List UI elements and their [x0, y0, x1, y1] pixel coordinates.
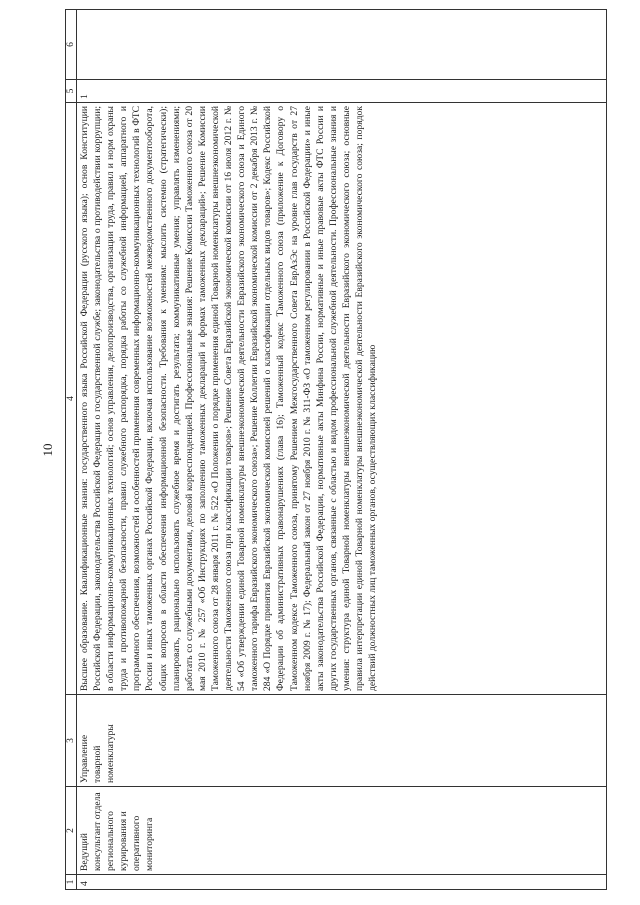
page-number: 10: [40, 443, 55, 457]
column-number-row: [66, 10, 77, 890]
column-number-4: 4: [66, 103, 77, 695]
column-number-2: 2: [66, 787, 77, 875]
position-cell: Ведущий консультант отдела регионального курирования и оперативного мониторинга: [77, 787, 607, 875]
column-6-cell: [77, 10, 607, 80]
rotated-page-content: [37, 10, 607, 890]
column-number-1: 1: [66, 875, 77, 890]
column-number-3: 3: [66, 695, 77, 787]
table-row: [77, 10, 607, 890]
column-number-6: 6: [66, 10, 77, 80]
row-number-cell: 4: [77, 875, 607, 890]
department-cell: Управление товарной номенклатуры: [77, 695, 607, 787]
qualification-table: [65, 9, 607, 890]
requirements-cell: Высшее образование. Квалификационные знания: государственного языка Российской Федерации (русского языка); основ Конституции Российской Федерации, законодательства Российской Федерации о государственной службе; законодательства о противодействии коррупции; в области информационно-коммуникационных технологий; основ управления, делопроизводства, организации труда, правил и норм охраны труда и противопожарной безопасности, правил служебного распорядка, порядка работы со служебной информацией, аппаратного и программного обеспечения, возможностей и особенностей применения современных информационно-коммуникационных технологий в ФТС России и иных таможенных органах Российской Федерации, включая использование возможностей межведомственного документооборота, общих вопросов в области обеспечения информационной безопасности. Требования к умениям: мыслить системно (стратегически); планировать, рационально использовать служебное время и достигать результата; коммуникативные умения; управлять изменениями; работать со служебными документами, деловой корреспонденцией. Профессиональные знания: Решение Комиссии Таможенного союза от 20 мая 2010 г. № 257 «Об Инструкциях по заполнению таможенных деклараций и формах таможенных деклараций»; Решение Комиссии Таможенного союза от 28 января 2011 г. № 522 «О Положении о порядке применения единой Товарной номенклатуры внешнеэкономической деятельности Таможенного союза при классификации товаров»; Решение Совета Евразийской экономической комиссии от 16 июля 2012 г. № 54 «Об утверждении единой Товарной номенклатуры внешнеэкономической деятельности Евразийского экономического союза и Единого таможенного тарифа Евразийского экономического союза»; Решение Коллегии Евразийской экономической комиссии от 2 декабря 2013 г. № 284 «О Порядке принятия Евразийской экономической комиссией решений о классификации отдельных видов товаров»; Кодекс Российской Федерации об административных правонарушениях (глава 16); Таможенный кодекс Таможенного союза (приложение к Договору о Таможенном кодексе Таможенного союза, принятому Решением Межгосударственного Совета ЕврАзЭс на уровне глав государств от 27 ноября 2009 г. № 17); Федеральный закон от 27 ноября 2010 г. № 311-ФЗ «О таможенном регулировании в Российской Федерации» и иные акты законодательства Российской Федерации, нормативные акты Минфина России, нормативные и иные правовые акты ФТС России и других государственных органов, связанные с областью и видом профессиональной служебной деятельности. Профессиональные знания и умения: структура единой Товарной номенклатуры внешнеэкономической деятельности Евразийского экономического союза; основные правила интерпретации единой Товарной номенклатуры внешнеэкономической деятельности Евразийского экономического союза; порядок действий должностных лиц таможенных органов, осуществляющих классификацию: [77, 103, 607, 695]
column-number-5: 5: [66, 80, 77, 103]
column-5-cell: 1: [77, 80, 607, 103]
